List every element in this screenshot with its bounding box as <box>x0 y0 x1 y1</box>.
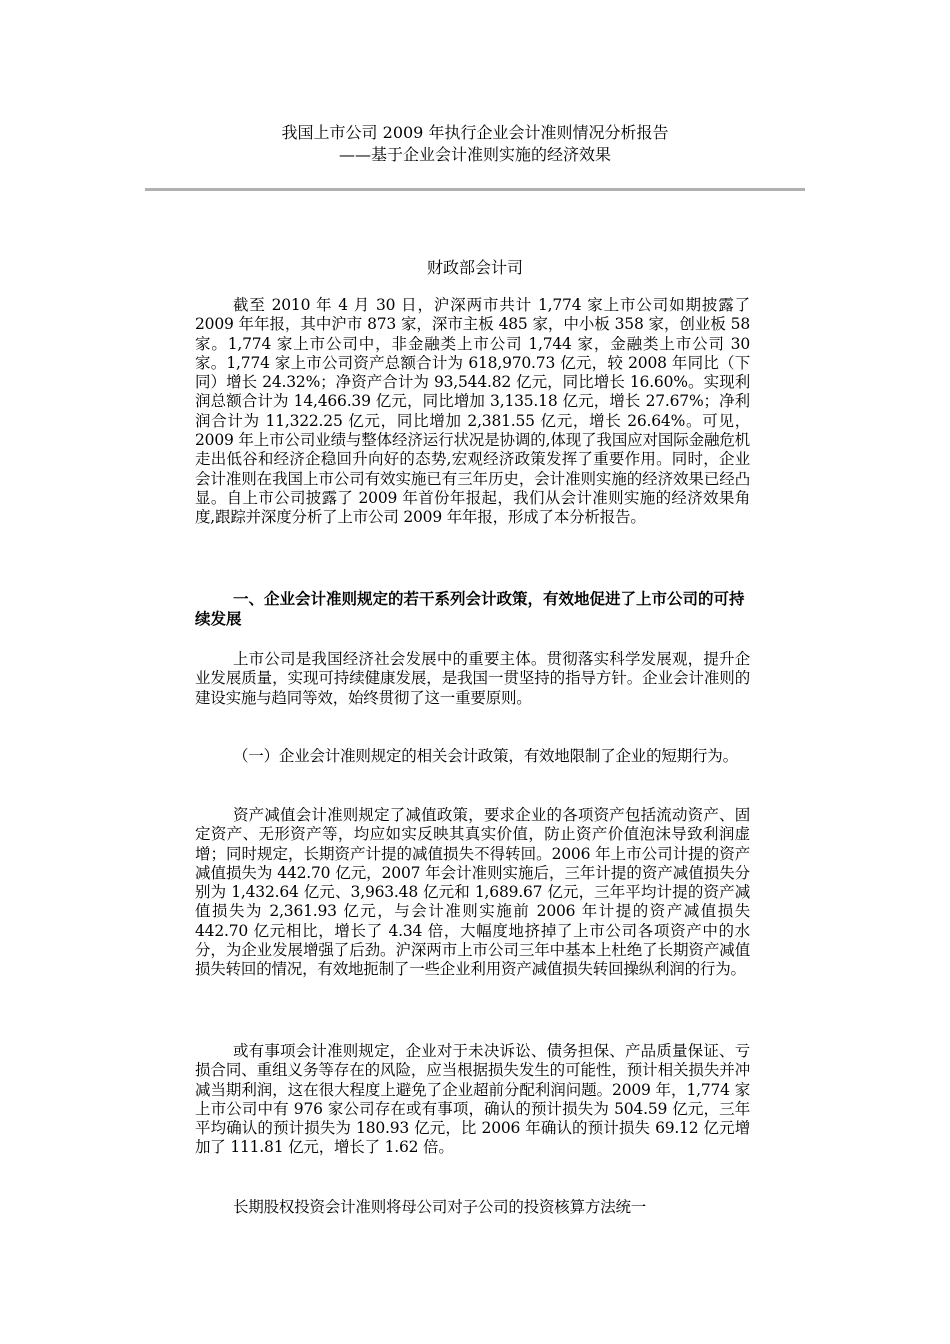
report-title-main: 我国上市公司 2009 年执行企业会计准则情况分析报告 <box>281 123 669 142</box>
title-divider <box>145 188 805 191</box>
contingency-paragraph: 或有事项会计准则规定，企业对于未决诉讼、债务担保、产品质量保证、亏损合同、重组义务等存在的风险，应当根据损失发生的可能性，预计相关损失并冲减当期利润，这在很大程度上避免了企业超前分配利润问题。2009 年，1,774 家上市公司中有 976 家公司存在或有事项，确认的预计损失为 504.59 亿元，三年平均确认的预计损失为 180.93 亿元，比 2006 年确认的预计损失 69.12 亿元增加了 111.81 亿元，增长了 1.62 倍。 <box>195 1042 750 1157</box>
author-department: 财政部会计司 <box>426 258 523 277</box>
report-title <box>195 122 755 166</box>
asset-impairment-paragraph: 资产减值会计准则规定了减值政策，要求企业的各项资产包括流动资产、固定资产、无形资产等，均应如实反映其真实价值，防止资产价值泡沫导致利润虚增；同时规定，长期资产计提的减值损失不得转回。2006 年上市公司计提的资产减值损失为 442.70 亿元，2007 年会计准则实施后，三年计提的资产减值损失分别为 1,432.64 亿元、3,963.48 亿元和 1,689.67 亿元，三年平均计提的资产减值损失为 2,361.93 亿元，与会计准则实施前 2006 年计提的资产减值损失 442.70 亿元相比，增长了 4.34 倍，大幅度地挤掉了上市公司各项资产中的水分，为企业发展增强了后劲。沪深两市上市公司三年中基本上杜绝了长期资产减值损失转回的情况，有效地扼制了一些企业利用资产减值损失转回操纵利润的行为。 <box>195 806 750 979</box>
subsection-heading-1: （一）企业会计准则规定的相关会计政策，有效地限制了企业的短期行为。 <box>233 747 738 765</box>
section-heading-1: 一、企业会计准则规定的若干系列会计政策，有效地促进了上市公司的可持续发展 <box>195 590 745 628</box>
equity-investment-paragraph: 长期股权投资会计准则将母公司对子公司的投资核算方法统一 <box>233 1198 647 1216</box>
report-subtitle: ——基于企业会计准则实施的经济效果 <box>338 145 611 164</box>
section1-paragraph-1: 上市公司是我国经济社会发展中的重要主体。贯彻落实科学发展观，提升企业发展质量，实现可持续健康发展，是我国一贯坚持的指导方针。企业会计准则的建设实施与趋同等效，始终贯彻了这一重要原则。 <box>195 650 750 707</box>
intro-paragraph: 截至 2010 年 4 月 30 日，沪深两市共计 1,774 家上市公司如期披露了 2009 年年报，其中沪市 873 家，深市主板 485 家，中小板 358 家，创业板 58 家。1,774 家上市公司中，非金融类上市公司 1,744 家，金融类上市公司 30 家。1,774 家上市公司资产总额合计为 618,970.73 亿元，较 2008 年同比（下同）增长 24.32%；净资产合计为 93,544.82 亿元，同比增长 16.60%。实现利润总额合计为 14,466.39 亿元，同比增加 3,135.18 亿元，增长 27.67%；净利润合计为 11,322.25 亿元，同比增加 2,381.55 亿元，增长 26.64%。可见，2009 年上市公司业绩与整体经济运行状况是协调的,体现了我国应对国际金融危机走出低谷和经济企稳回升向好的态势,宏观经济政策发挥了重要作用。同时，企业会计准则在我国上市公司有效实施已有三年历史，会计准则实施的经济效果已经凸显。自上市公司披露了 2009 年首份年报起，我们从会计准则实施的经济效果角度,跟踪并深度分析了上市公司 2009 年年报，形成了本分析报告。 <box>195 296 750 527</box>
